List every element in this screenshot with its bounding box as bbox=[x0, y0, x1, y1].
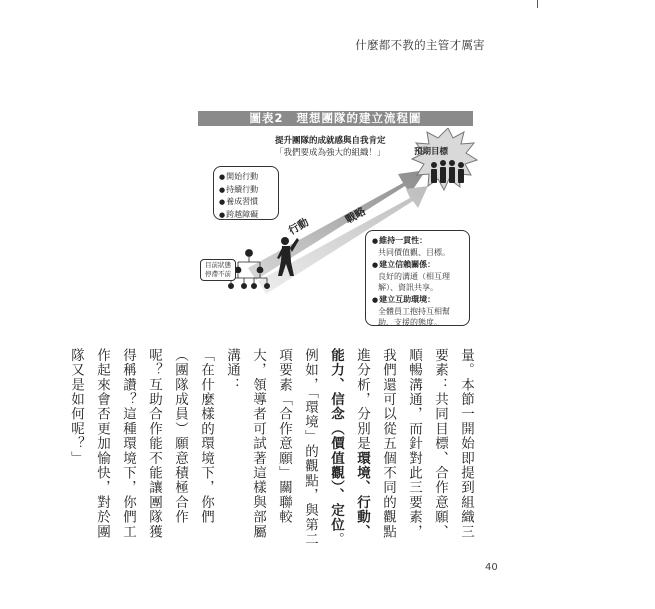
body-text bbox=[68, 348, 479, 548]
strategy-item-head: ● 建立信賴關係： bbox=[372, 259, 463, 271]
strategy-item bbox=[372, 259, 463, 293]
action-item: ● 開始行動 bbox=[219, 171, 273, 184]
body-p1-a: 量。本節一開始即提到組織三要素：共同目標、合作意願、順暢溝通，而針對此三要素，我們還可以從五個不同的觀點進分析，分別是 bbox=[354, 348, 474, 540]
goal-label: 預期目標 bbox=[414, 147, 449, 157]
body-paragraph-3: 「在什麼樣的環境下，你們（團隊成員）願意積極合作呢？互助合作能不能讓團隊獲得稱讚？這種環境下，你們工作起來會否更加愉快，對於團隊又是如何呢？」 bbox=[68, 348, 214, 540]
figure-title-bar bbox=[198, 111, 473, 126]
body-paragraph-1 bbox=[323, 348, 479, 548]
strategy-item-head: ● 維持一貫性： bbox=[372, 235, 463, 247]
action-list-box bbox=[213, 166, 279, 220]
action-item: ● 持續行動 bbox=[219, 184, 273, 197]
strategy-item-desc: 共同價值觀、目標。 bbox=[378, 248, 450, 257]
strategy-item bbox=[372, 235, 463, 258]
top-callout-line1: 提升團隊的成就感與自我肯定 bbox=[275, 136, 386, 146]
status-line1: 目前狀態 bbox=[205, 261, 231, 269]
action-arrow-label: 行動 bbox=[286, 216, 311, 238]
strategy-item-desc: 良好的溝通（相互理解）、資訊共享。 bbox=[378, 272, 450, 292]
status-line2: 停滯不前 bbox=[205, 270, 231, 278]
page-number: 40 bbox=[485, 562, 498, 573]
strategy-arrow-label: 戰略 bbox=[343, 205, 368, 227]
strategy-list-box bbox=[365, 230, 470, 326]
figure-label: 圖表2 bbox=[249, 111, 284, 125]
body-p1-b: 。 bbox=[328, 532, 344, 548]
action-item: ● 養成習慣 bbox=[219, 196, 273, 209]
strategy-item bbox=[372, 294, 463, 328]
action-item: ● 跨越障礙 bbox=[219, 209, 273, 222]
figure-title: 理想團隊的建立流程圖 bbox=[296, 111, 422, 125]
running-head: 什麼都不教的主管才厲害 bbox=[355, 38, 485, 52]
body-paragraph-2: 例如，「環境」的觀點，與第二項要素「合作意願」關聯較大，領導者可試著這樣與部屬溝通： bbox=[224, 348, 318, 548]
page-edge-mark bbox=[537, 0, 538, 8]
strategy-item-desc: 全體員工抱持互相幫助、支援的態度。 bbox=[378, 307, 450, 327]
top-callout bbox=[275, 135, 395, 159]
body-p1-emphasis: 環境、行動、能力、信念（價值觀）、定位 bbox=[328, 348, 370, 540]
top-callout-line2: 「我們要成為強大的組織！」 bbox=[275, 148, 386, 158]
strategy-item-head: ● 建立互助環境： bbox=[372, 294, 463, 306]
current-status-box bbox=[200, 259, 236, 281]
